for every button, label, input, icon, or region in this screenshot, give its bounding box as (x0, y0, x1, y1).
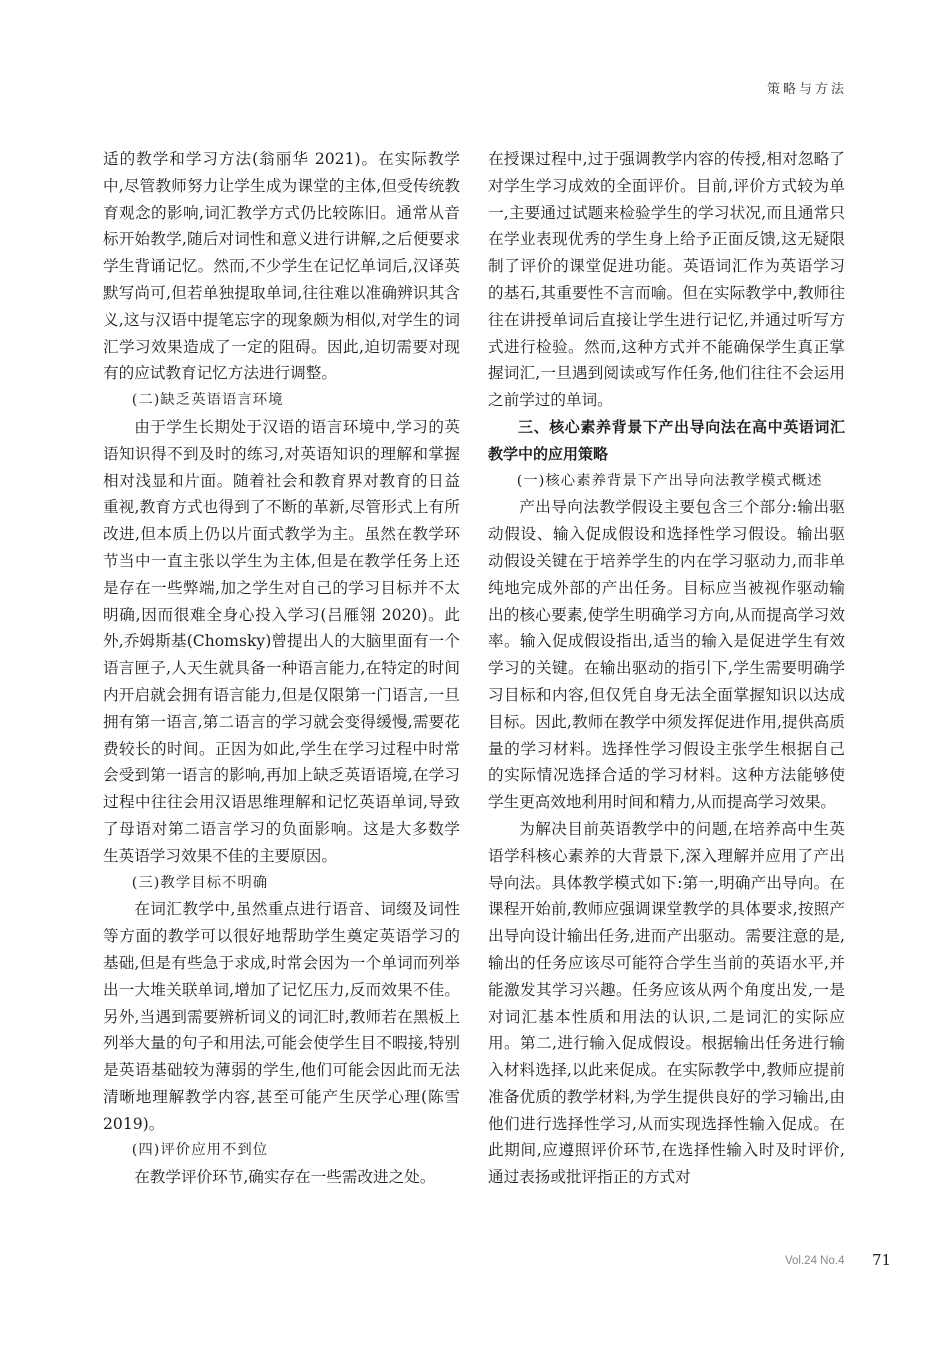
paragraph: 在授课过程中,过于强调教学内容的传授,相对忽略了对学生学习成效的全面评价。目前,评价方式较为单一,主要通过试题来检验学生的学习状况,而且通常只在学业表现优秀的学生身上给予正面反馈,这无疑限制了评价的课堂促进功能。英语词汇作为英语学习的基石,其重要性不言而喻。但在实际教学中,教师往往在讲授单词后直接让学生进行记忆,并通过听写方式进行检验。然而,这种方式并不能确保学生真正掌握词汇,一旦遇到阅读或写作任务,他们往往不会运用之前学过的单词。 (488, 150, 845, 410)
paragraph: 由于学生长期处于汉语的语言环境中,学习的英语知识得不到及时的练习,对英语知识的理解和掌握相对浅显和片面。随着社会和教育界对教育的日益重视,教育方式也得到了不断的革新,尽管形式上有所改进,但本质上仍以片面式教学为主。虽然在教学环节当中一直主张以学生为主体,但是在教学任务上还是存在一些弊端,加之学生对自己的学习目标并不太明确,因而很难全身心投入学习(吕雁翎 2020)。此外,乔姆斯基(Chomsky)曾提出人的大脑里面有一个语言匣子,人天生就具备一种语言能力,在特定的时间内开启就会拥有语言能力,但是仅限第一门语言,一旦拥有第一语言,第二语言的学习就会变得缓慢,需要花费较长的时间。正因为如此,学生在学习过程中时常会受到第一语言的影响,再加上缺乏英语语境,在学习过程中往往会用汉语思维理解和记忆英语单词,导致了母语对第二语言学习的负面影响。这是大多数学生英语学习效果不佳的主要原因。 (103, 417, 460, 865)
running-head: 策略与方法 (766, 82, 847, 97)
volume-label: Vol.24 No.4 (785, 1255, 845, 1267)
right-column (488, 146, 845, 1246)
paragraph: 为解决目前英语教学中的问题,在培养高中生英语学科核心素养的大背景下,深入理解并应用了产出导向法。具体教学模式如下:第一,明确产出导向。在课程开始前,教师应强调课堂教学的具体要求,按照产出导向设计输出任务,进而产出驱动。需要注意的是,输出的任务应该尽可能符合学生当前的英语水平,并能激发其学习兴趣。任务应该从两个角度出发,一是对词汇基本性质和用法的认识,二是词汇的实际应用。第二,进行输入促成假设。根据输出任务进行输入材料选择,以此来促成。在实际教学中,教师应提前准备优质的教学材料,为学生提供良好的学习输出,由他们进行选择性学习,从而实现选择性输入促成。在此期间,应遵照评价环节,在选择性输入时及时评价,通过表扬或批评指正的方式对 (488, 819, 845, 1187)
subsection-heading: (四)评价应用不到位 (131, 1142, 269, 1159)
subsection-heading: (三)教学目标不明确 (131, 874, 269, 891)
paragraph: 产出导向法教学假设主要包含三个部分:输出驱动假设、输入促成假设和选择性学习假设。输出驱动假设关键在于培养学生的内在学习驱动力,而非单纯地完成外部的产出任务。目标应当被视作驱动输出的核心要素,使学生明确学习方向,从而提高学习效率。输入促成假设指出,适当的输入是促进学生有效学习的关键。在输出驱动的指引下,学生需要明确学习目标和内容,但仅凭自身无法全面掌握知识以达成目标。因此,教师在教学中须发挥促进作用,提供高质量的学习材料。选择性学习假设主张学生根据自己的实际情况选择合适的学习材料。这种方法能够使学生更高效地利用时间和精力,从而提高学习效果。 (488, 498, 845, 812)
paragraph: 在词汇教学中,虽然重点进行语音、词缀及词性等方面的教学可以很好地帮助学生奠定英语学习的基础,但是有些急于求成,时常会因为一个单词而列举出一大堆关联单词,增加了记忆压力,反而效果不佳。另外,当遇到需要辨析词义的词汇时,教师若在黑板上列举大量的句子和用法,可能会使学生目不暇接,特别是英语基础较为薄弱的学生,他们可能会因此而无法清晰地理解教学内容,甚至可能产生厌学心理(陈雪 2019)。 (103, 900, 460, 1133)
paragraph: 在教学评价环节,确实存在一些需改进之处。 (134, 1168, 436, 1187)
left-column (103, 146, 460, 1246)
subsection-heading: (二)缺乏英语语言环境 (131, 392, 284, 409)
subsection-heading: (一)核心素养背景下产出导向法教学模式概述 (516, 472, 823, 489)
page-number: 71 (872, 1251, 892, 1269)
paragraph: 适的教学和学习方法(翁丽华 2021)。在实际教学中,尽管教师努力让学生成为课堂的主体,但受传统教育观念的影响,词汇教学方式仍比较陈旧。通常从音标开始教学,随后对词性和意义进行讲解,之后便要求学生背诵记忆。然而,不少学生在记忆单词后,汉译英默写尚可,但若单独提取单词,往往难以准确辨识其含义,这与汉语中提笔忘字的现象颇为相似,对学生的词汇学习效果造成了一定的阻碍。因此,迫切需要对现有的应试教育记忆方法进行调整。 (103, 150, 460, 383)
section-heading: 三、核心素养背景下产出导向法在高中英语词汇教学中的应用策略 (488, 417, 845, 463)
